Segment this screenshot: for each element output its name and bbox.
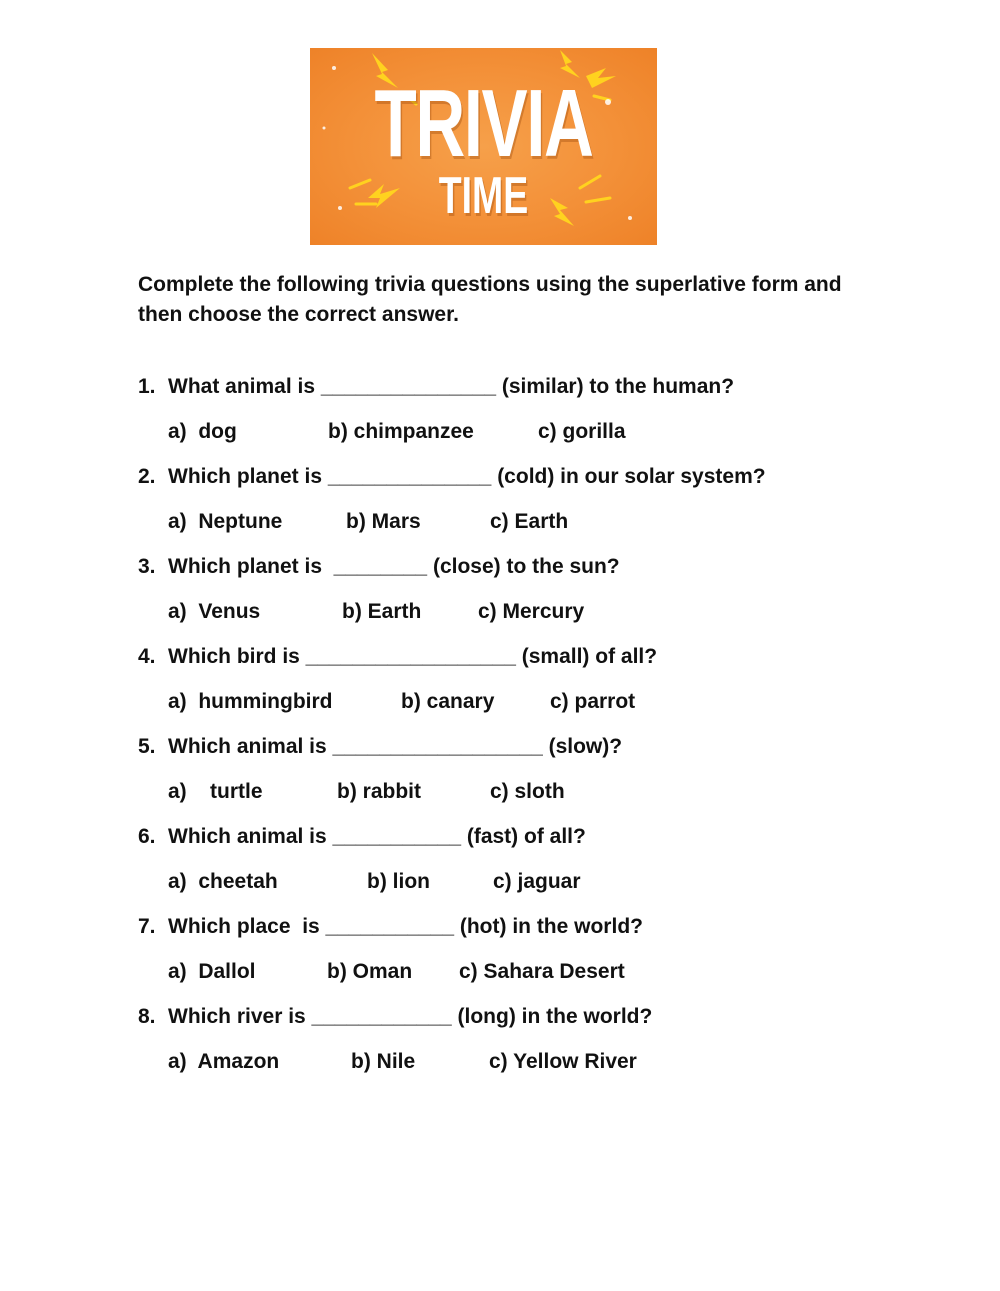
answer-options-1 [138, 420, 898, 465]
question-number: 4. [138, 645, 156, 668]
question-7 [138, 915, 898, 960]
answer-option[interactable]: b) rabbit [337, 780, 421, 803]
question-8 [138, 1005, 898, 1050]
answer-option[interactable]: a) cheetah [168, 870, 278, 893]
answer-option[interactable]: c) gorilla [538, 420, 626, 443]
answer-option[interactable]: b) chimpanzee [328, 420, 474, 443]
answer-option[interactable]: b) Oman [327, 960, 413, 983]
question-number: 8. [138, 1005, 156, 1028]
answer-option[interactable]: a) turtle [168, 780, 263, 803]
banner-subtitle: TIME [438, 167, 529, 225]
question-number: 7. [138, 915, 156, 938]
question-number: 2. [138, 465, 156, 488]
question-6 [138, 825, 898, 870]
answer-option[interactable]: a) dog [168, 420, 237, 443]
answer-option[interactable]: a) Amazon [168, 1050, 280, 1073]
answer-option[interactable]: c) parrot [550, 690, 636, 713]
question-4 [138, 645, 898, 690]
answer-options-7 [138, 960, 898, 1005]
banner-title: TRIVIA [374, 70, 593, 177]
question-1 [138, 375, 898, 420]
question-text: Which place is ___________ (hot) in the world? [168, 915, 643, 938]
answer-option[interactable]: a) hummingbird [168, 690, 333, 713]
question-text: Which bird is __________________ (small) of all? [168, 645, 658, 668]
instructions-text: Complete the following trivia questions using the superlative form and then choose the correct answer. [138, 273, 842, 326]
answer-option[interactable]: c) jaguar [493, 870, 581, 893]
answer-option[interactable]: c) Sahara Desert [459, 960, 625, 983]
answer-option[interactable]: b) lion [367, 870, 430, 893]
questions-list [138, 375, 898, 1095]
answer-options-6 [138, 870, 898, 915]
trivia-banner [310, 48, 657, 245]
question-text: Which animal is __________________ (slow)? [168, 735, 623, 758]
answer-options-4 [138, 690, 898, 735]
question-3 [138, 555, 898, 600]
answer-option[interactable]: b) Nile [351, 1050, 416, 1073]
question-text: What animal is _______________ (similar) to the human? [168, 375, 735, 398]
answer-option[interactable]: b) canary [401, 690, 495, 713]
question-text: Which river is ____________ (long) in the world? [168, 1005, 653, 1028]
answer-option[interactable]: b) Mars [346, 510, 421, 533]
question-text: Which animal is ___________ (fast) of all? [168, 825, 586, 848]
answer-option[interactable]: a) Venus [168, 600, 261, 623]
answer-option[interactable]: a) Neptune [168, 510, 283, 533]
answer-option[interactable]: c) sloth [490, 780, 565, 803]
question-number: 6. [138, 825, 156, 848]
question-number: 3. [138, 555, 156, 578]
answer-option[interactable]: a) Dallol [168, 960, 256, 983]
answer-option[interactable]: c) Yellow River [489, 1050, 637, 1073]
question-number: 5. [138, 735, 156, 758]
answer-options-5 [138, 780, 898, 825]
answer-option[interactable]: c) Mercury [478, 600, 585, 623]
answer-option[interactable]: c) Earth [490, 510, 569, 533]
answer-option[interactable]: b) Earth [342, 600, 422, 623]
question-2 [138, 465, 898, 510]
question-text: Which planet is ______________ (cold) in our solar system? [168, 465, 766, 488]
answer-options-3 [138, 600, 898, 645]
answer-options-2 [138, 510, 898, 555]
question-number: 1. [138, 375, 156, 398]
question-text: Which planet is ________ (close) to the sun? [168, 555, 620, 578]
answer-options-8 [138, 1050, 898, 1095]
question-5 [138, 735, 898, 780]
